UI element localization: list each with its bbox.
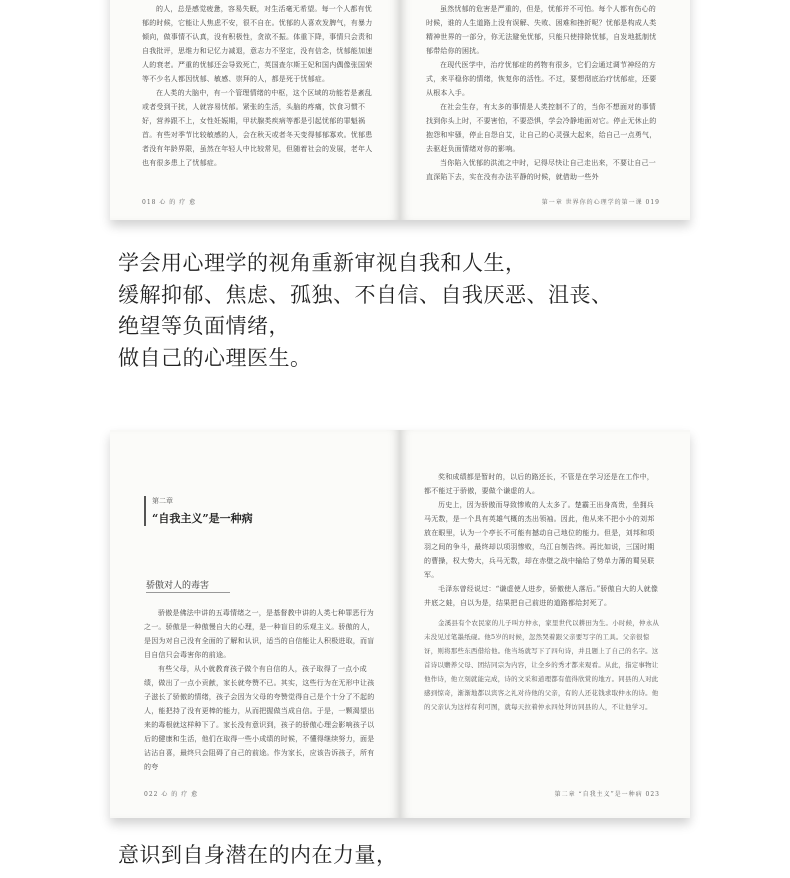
book2-right-paragraph-2: 历史上，因为骄傲而导致惨败的人太多了。楚霸王出身高贵，坐拥兵马无数，是一个具有英雄气概的杰出领袖。因此，他从来不把小小的刘邦放在眼里，认为一个亭长不可能有撼动自己地位的能力。但是，刘邦和项羽之间的争斗，最终却以项羽惨败，乌江自刎告终。再比如说，三国时期的曹操，权大势大，兵马无数，却在赤壁之战中输给了势单力薄的蜀吴联军。 xyxy=(424,501,655,579)
book1-right-footer: 第一章 世界你的心理学的第一课 019 xyxy=(541,199,660,206)
caption-benefits xyxy=(118,248,613,374)
book2-left-text xyxy=(144,606,376,774)
book1-right-paragraph-1: 虽然忧郁的危害是严重的，但是，忧郁并不可怕。每个人都有伤心的时候，谁的人生道路上没有误解、失败、困难和挫折呢？忧郁是构成人类精神世界的一部分，你无法避免忧郁，只能只使排除忧郁，自发地抵制忧郁带给你的困扰。 xyxy=(426,5,657,55)
book2-right-paragraph-3: 毛泽东曾经说过：“谦虚使人进步，骄傲使人落后。”骄傲自大的人就像井底之蛙，自以为是，结果把自己前进的道路都给封死了。 xyxy=(424,585,659,607)
book-spread-bottom xyxy=(110,430,690,818)
caption2-line-1: 意识到自身潜在的内在力量， xyxy=(118,843,398,867)
chapter-accent-bar xyxy=(144,496,146,526)
section-divider xyxy=(146,592,230,593)
book2-left-footer: 022 心 的 疗 愈 xyxy=(144,791,199,798)
book-spread-top xyxy=(110,0,690,220)
book2-left-paragraph-2: 有些父母，从小就教育孩子做个有自信的人，孩子取得了一点小成绩，做出了一点小贡献，家长就夸赞不已。其实，这些行为在无形中让孩子滋长了骄傲的情绪，孩子会因为父母的夸赞觉得自己是个十分了不起的人，能把持了没有更棒的能力，从而把握做当成自信。于是，一颗渴望出来的毒根就这样种下了。家长没有意识到，孩子的骄傲心理会影响孩子以后的健康和生活，他们在取得一些小成绩的时候，不懂得继续努力，面是沾沾自喜，最终只会阻碍了自己的前途。作为家长，应该告诉孩子，所有的夸 xyxy=(144,665,375,771)
caption-inner-power xyxy=(118,840,398,872)
caption1-line-3: 绝望等负面情绪， xyxy=(118,314,290,338)
caption1-line-2: 缓解抑郁、焦虑、孤独、不自信、自我厌恶、沮丧、 xyxy=(118,282,613,307)
book1-right-paragraph-3: 在社会生存，有太多的事情是人类控制不了的，当你不想面对的事情找到你头上时，不要害怕，不要恐惧，学会冷静地面对它。停止无休止的抱怨和牢骚，停止自怨自艾，让自己的心灵强大起来，给自己一点勇气，去驱赶负面情绪对你的影响。 xyxy=(426,103,657,153)
chapter-label: 第二章 xyxy=(152,497,173,505)
book1-right-paragraph-4: 当你陷入忧郁的洪流之中时，记得尽快让自己走出来，不要让自己一直深陷下去，实在没有办法平静的时候，就借助一些外 xyxy=(426,159,656,181)
caption1-line-4: 做自己的心理医生。 xyxy=(118,345,312,370)
caption1-line-1: 学会用心理学的视角重新审视自我和人生， xyxy=(118,251,527,275)
book1-left-page xyxy=(110,0,400,220)
book1-left-paragraph-1: 的人，总是感觉疲惫，容易失眠，对生活毫无希望。每一个人都有忧郁的时候，它能让人焦虑不安，很不自在。忧郁的人喜欢发脾气，有暴力倾向，做事情不认真，没有积极性，贪欲不振。体重下降，事情只会责和自我批评，思维力和记忆力减退，意志力不坚定，没有信念，忧郁能加速人的衰老。严重的忧郁还会导致死亡，英国查尔斯王妃和国内偶像张国荣等不少名人都因忧郁、敏感、崇拜的人，都是死于忧郁症。 xyxy=(142,5,373,83)
chapter-title: “自我主义”是一种病 xyxy=(152,512,253,525)
book2-right-paragraph-4: 金溪县有个农民家的儿子叫方仲永，家里世代以耕田为生。小时候，仲永从未没见过笔墨纸砚。他5岁的时候，忽然哭着跟父亲要写字的工具。父亲很惊讶，则将那些东西借给他。他当场就写下了四句诗，并且题上了自己的名字。这首诗以赡养父母、团结同宗为内容，让全乡的秀才都来观看。从此，指定事物让他作诗，他立刻就能完成，诗的文采和道理都有值得欣赏的地方。同县的人对此感到惊奇，渐渐地都以宾客之礼对待他的父亲，有的人还花钱求取仲永的诗。他的父亲认为这样有利可图，就每天拉着仲永四处拜访同县的人，不让他学习。 xyxy=(424,619,660,711)
section-title: 骄傲对人的毒害 xyxy=(146,581,210,591)
book1-right-page xyxy=(400,0,690,220)
book1-left-text xyxy=(142,2,376,170)
book1-left-paragraph-2: 在人类的大脑中，有一个管理情绪的中枢，这个区域的功能若是紊乱或者受到干扰，人就容易忧郁。紧张的生活，头脑的疼痛，饮食习惯不好，营养跟不上，女性妊娠期，甲状腺类疾病等都是引起忧郁的罪魁祸首。有些对季节比较敏感的人，会在秋天或者冬天变得郁郁寡欢。忧郁患者没有年龄界限，虽然在年轻人中比较常见，但随着社会的发展，老年人也有很多患上了忧郁症。 xyxy=(142,89,373,167)
book2-left-page xyxy=(110,430,400,818)
book1-right-paragraph-2: 在现代医学中，治疗忧郁症的药物有很多，它们会通过调节神经的方式，来平稳你的情绪，恢复你的活性。不过，要想彻底治疗忧郁症，还要从根本入手。 xyxy=(426,61,657,97)
book1-right-text xyxy=(426,2,660,184)
book2-left-paragraph-1: 骄傲是佛法中讲的五毒情绪之一，是基督教中讲的人类七种罪恶行为之一。骄傲是一种傲慢自大的心理，是一种盲目的乐观主义。骄傲的人，是因为对自己没有全面的了解和认识，适当的自信能让人积极进取，而盲目自信只会毒害你的前途。 xyxy=(144,609,375,659)
book2-right-paragraph-1: 奖和成绩都是暂时的，以后的路还长，不管是在学习还是在工作中，都不能过于骄傲，要做个谦虚的人。 xyxy=(424,473,654,495)
book2-right-page xyxy=(400,430,690,818)
book2-right-footer: 第二章 “自我主义”是一种病 023 xyxy=(554,791,660,798)
book2-right-text xyxy=(424,470,660,714)
book1-left-footer: 018 心 的 疗 愈 xyxy=(142,199,197,206)
